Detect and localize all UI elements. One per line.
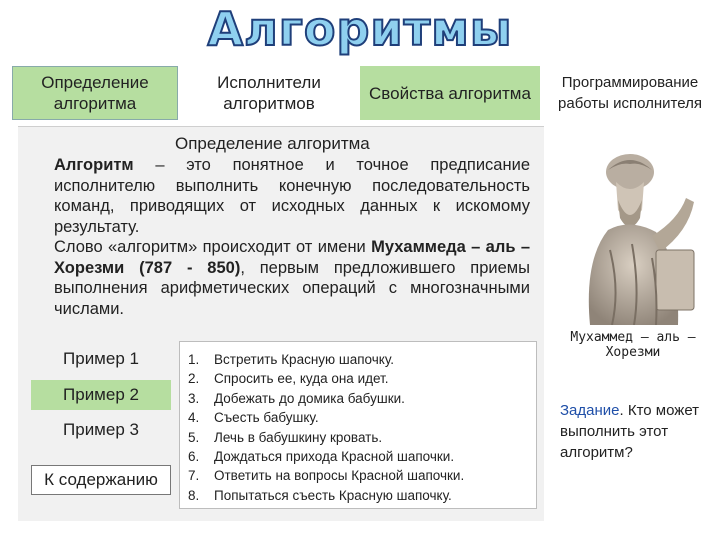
step-item: 4. Съесть бабушку. xyxy=(188,410,319,426)
step-item: 8. Попытаться съесть Красную шапочку. xyxy=(188,487,452,503)
origin-paragraph xyxy=(54,237,530,319)
step-item: 2. Спросить ее, куда она идет. xyxy=(188,371,389,387)
algorithm-steps-list xyxy=(180,342,536,505)
nav-properties[interactable]: Свойства алгоритма xyxy=(360,66,540,120)
example-1-button[interactable]: Пример 1 xyxy=(63,349,139,368)
step-item: 5. Лечь в бабушкину кровать. xyxy=(188,429,383,445)
definition-text xyxy=(54,155,530,319)
origin-start: Слово «алгоритм» происходит от имени xyxy=(54,238,372,256)
nav-programming[interactable]: Программирование работы исполнителя xyxy=(545,66,715,120)
algorithm-steps-box xyxy=(179,341,537,509)
definition-paragraph xyxy=(54,155,530,237)
task-label: Задание xyxy=(560,402,620,419)
al-khwarizmi-statue-image xyxy=(560,140,705,325)
slide-title: Алгоритмы xyxy=(207,2,513,56)
task-question: . Кто может выполнить этот алгоритм? xyxy=(560,402,700,461)
step-item: 1. Встретить Красную шапочку. xyxy=(188,352,395,367)
contents-button[interactable]: К содержанию xyxy=(31,465,171,495)
example-2-button[interactable]: Пример 2 xyxy=(31,380,171,410)
panel-heading: Определение алгоритма xyxy=(175,134,370,153)
origin-rest: , первым предложившего приемы выполнения арифметических операций с многозначными числами. xyxy=(54,258,530,318)
term-algorithm: Алгоритм xyxy=(54,156,134,174)
origin-name: Мухаммеда – аль – Хорезми (787 - 850) xyxy=(54,238,530,277)
step-item: 3. Добежать до домика бабушки. xyxy=(188,390,405,406)
example-3-button[interactable]: Пример 3 xyxy=(63,420,139,439)
nav-executors[interactable]: Исполнители алгоритмов xyxy=(180,66,358,120)
nav-definition[interactable]: Определение алгоритма xyxy=(12,66,178,120)
definition-body: – это понятное и точное предписание исполнителю выполнить конечную последовательность команд, приводящих от исходных данных к искомому результату. xyxy=(54,156,530,236)
step-item: 6. Дождаться прихода Красной шапочки. xyxy=(188,449,455,465)
portrait-caption: Мухаммед – аль – Хорезми xyxy=(570,330,696,360)
step-item: 7. Ответить на вопросы Красной шапочки. xyxy=(188,468,465,484)
task-block xyxy=(560,400,710,463)
